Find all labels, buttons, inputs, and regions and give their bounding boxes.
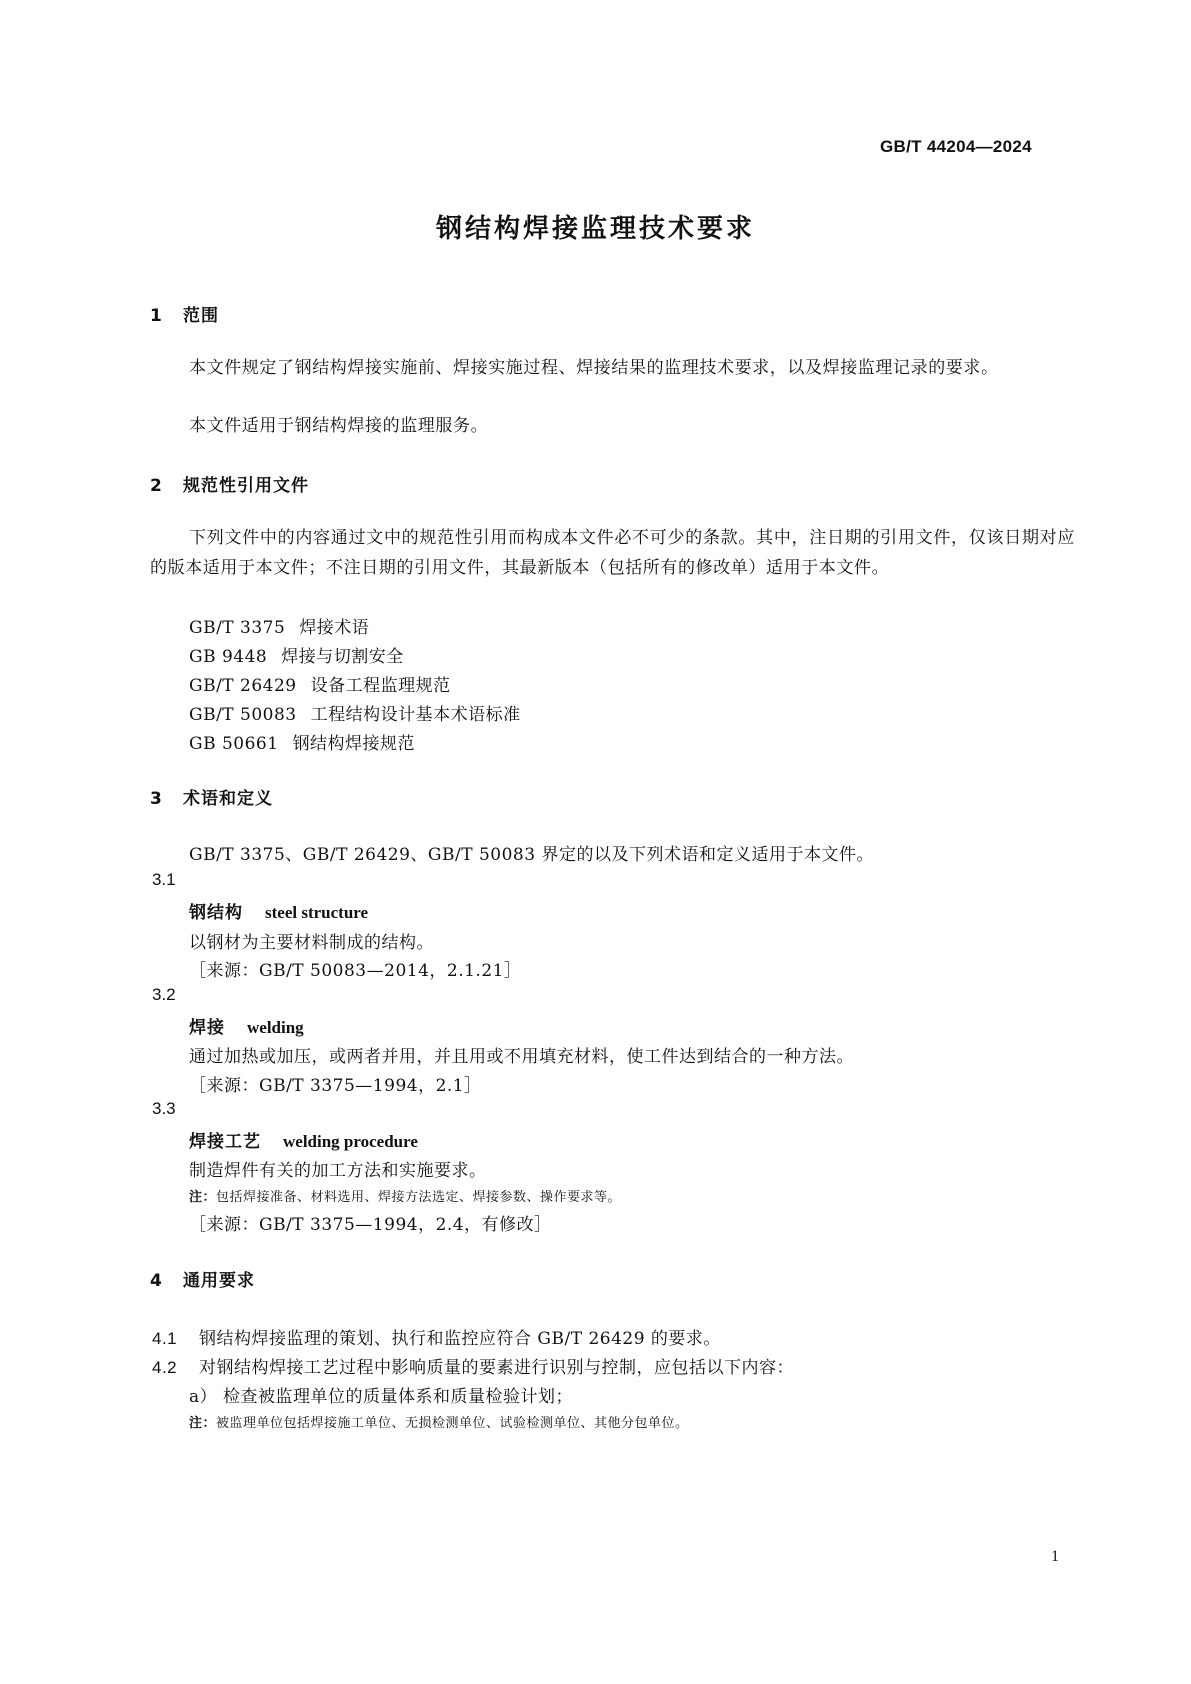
section-title: 范围	[183, 306, 219, 326]
reference-item	[189, 729, 415, 754]
section-number: 2	[150, 476, 163, 496]
reference-item	[189, 671, 451, 696]
reference-item	[189, 700, 521, 725]
reference-code: GB 9448	[189, 647, 268, 667]
list-item-label: a）	[189, 1387, 218, 1407]
term-source: ［来源：GB/T 3375—1994，2.1］	[189, 1076, 482, 1096]
term-heading	[189, 1013, 304, 1038]
section-number: 1	[150, 306, 163, 326]
section-4-heading	[150, 1266, 255, 1291]
term-number: 3.2	[152, 985, 176, 1004]
section-1-paragraph-1: 本文件规定了钢结构焊接实施前、焊接实施过程、焊接结果的监理技术要求，以及焊接监理记录的要求。	[189, 358, 999, 378]
reference-code: GB/T 26429	[189, 676, 297, 696]
term-zh: 焊接	[189, 1018, 225, 1038]
clause	[152, 1353, 794, 1378]
term-definition: 制造焊件有关的加工方法和实施要求。	[189, 1161, 487, 1181]
note-label: 注：	[189, 1190, 217, 1205]
document-title: 钢结构焊接监理技术要求	[435, 214, 755, 244]
term-number: 3.3	[152, 1099, 176, 1118]
term-definition: 以钢材为主要材料制成的结构。	[189, 933, 434, 953]
note-label: 注：	[189, 1416, 217, 1431]
section-2-heading	[150, 471, 309, 496]
note-text: 被监理单位包括焊接施工单位、无损检测单位、试验检测单位、其他分包单位。	[216, 1416, 689, 1431]
reference-title: 设备工程监理规范	[310, 676, 451, 696]
reference-item	[189, 642, 404, 667]
reference-code: GB/T 3375	[189, 618, 286, 638]
term-number: 3.1	[152, 870, 176, 889]
term-en: welding	[247, 1018, 304, 1037]
reference-item	[189, 613, 369, 638]
term-source: ［来源：GB/T 3375—1994，2.4，有修改］	[189, 1215, 552, 1235]
reference-title: 焊接术语	[299, 618, 370, 638]
list-item-text: 检查被监理单位的质量体系和质量检验计划；	[223, 1387, 574, 1407]
section-title: 通用要求	[183, 1271, 255, 1291]
standard-code: GB/T 44204—2024	[880, 137, 1032, 156]
section-title: 术语和定义	[183, 789, 273, 809]
section-2-intro: 下列文件中的内容通过文中的规范性引用而构成本文件必不可少的条款。其中，注日期的引用文件，仅该日期对应的版本适用于本文件；不注日期的引用文件，其最新版本（包括所有的修改单）适用于本文件。	[150, 528, 1075, 578]
section-3-heading	[150, 784, 273, 809]
term-heading	[189, 898, 368, 923]
term-en: welding procedure	[283, 1132, 418, 1151]
page-number: 1	[1051, 1548, 1059, 1565]
section-number: 4	[150, 1271, 163, 1291]
clause	[152, 1324, 721, 1349]
reference-title: 工程结构设计基本术语标准	[310, 705, 521, 725]
term-zh: 焊接工艺	[189, 1132, 261, 1152]
clause-text: 钢结构焊接监理的策划、执行和监控应符合 GB/T 26429 的要求。	[199, 1329, 721, 1349]
term-en: steel structure	[265, 903, 369, 922]
term-source: ［来源：GB/T 50083—2014，2.1.21］	[189, 961, 522, 981]
reference-title: 焊接与切割安全	[281, 647, 404, 667]
section-1-paragraph-2: 本文件适用于钢结构焊接的监理服务。	[189, 416, 489, 436]
section-1-heading	[150, 301, 219, 326]
section-title: 规范性引用文件	[183, 476, 309, 496]
note-text: 包括焊接准备、材料选用、焊接方法选定、焊接参数、操作要求等。	[216, 1190, 622, 1205]
reference-code: GB/T 50083	[189, 705, 297, 725]
section-number: 3	[150, 789, 163, 809]
clause-text: 对钢结构焊接工艺过程中影响质量的要素进行识别与控制，应包括以下内容：	[199, 1358, 794, 1378]
section-3-intro: GB/T 3375、GB/T 26429、GB/T 50083 界定的以及下列术语和定义适用于本文件。	[189, 845, 874, 865]
section-4-note	[189, 1412, 689, 1431]
term-definition: 通过加热或加压，或两者并用，并且用或不用填充材料，使工件达到结合的一种方法。	[189, 1047, 854, 1067]
reference-title: 钢结构焊接规范	[292, 734, 416, 754]
clause-number: 4.2	[152, 1358, 178, 1377]
clause-number: 4.1	[152, 1329, 178, 1348]
term-zh: 钢结构	[189, 903, 243, 923]
term-note	[189, 1186, 621, 1205]
term-heading	[189, 1127, 418, 1152]
list-item	[189, 1382, 573, 1407]
reference-code: GB 50661	[189, 734, 279, 754]
